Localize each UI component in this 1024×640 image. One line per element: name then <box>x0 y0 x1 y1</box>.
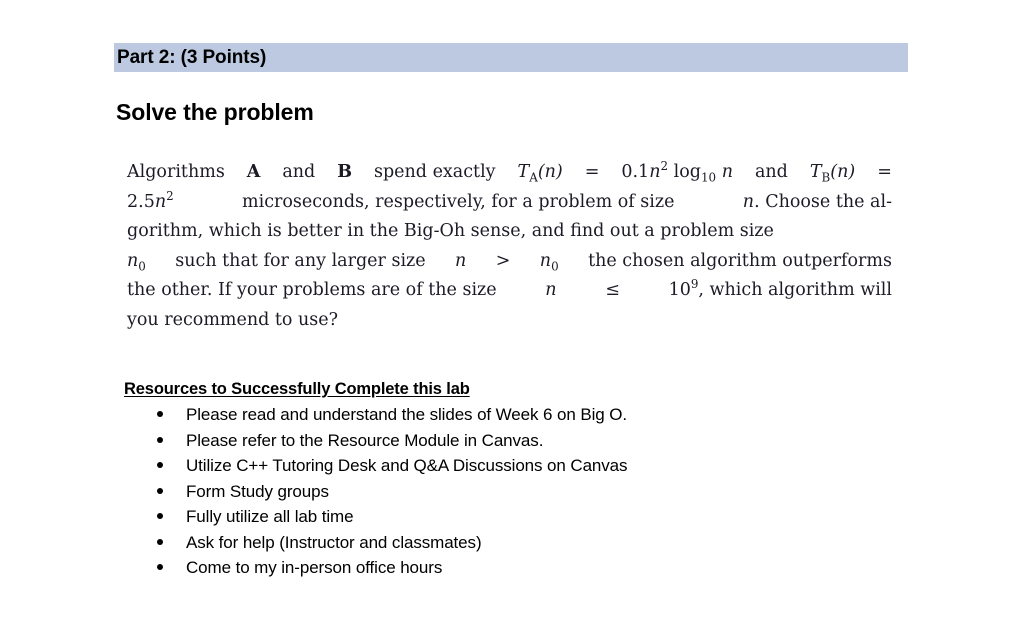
problem-line-2 <box>127 188 892 218</box>
symbol-T-b: T <box>809 162 822 182</box>
symbol-n: n <box>649 162 661 182</box>
log-argument-n: n <box>721 162 733 182</box>
symbol-T-a-arg: (n) <box>537 162 563 182</box>
bullet-icon <box>157 411 163 417</box>
problem-line-1-algo-a: A <box>246 162 261 182</box>
symbol-n-size: n <box>742 191 755 212</box>
list-item <box>152 453 912 479</box>
problem-line-4-n0 <box>127 247 146 277</box>
bullet-icon <box>157 437 163 443</box>
symbol-T-b-subscript: B <box>821 170 831 185</box>
bullet-icon <box>157 513 163 519</box>
problem-line-5-le: ≤ <box>605 280 620 300</box>
symbol-T-a: T <box>517 162 530 182</box>
list-item <box>152 555 912 581</box>
list-item-label: Please refer to the Resource Module in Canvas. <box>186 430 544 450</box>
page-title: Solve the problem <box>116 99 314 125</box>
exponent-2-b: 2 <box>166 188 174 203</box>
problem-line-2-text: microseconds, respectively, for a problem of size <box>242 191 675 212</box>
symbol-n-bound: n <box>545 280 557 300</box>
part-banner <box>114 43 908 72</box>
log-operator: log <box>673 162 701 182</box>
symbol-n0-b: n <box>539 250 552 271</box>
problem-statement <box>127 158 892 335</box>
problem-line-5-bound <box>669 276 892 306</box>
exponent-2: 2 <box>660 159 669 174</box>
problem-line-1-word-3: spend exactly <box>374 162 496 182</box>
value-10: 10 <box>668 280 691 300</box>
problem-line-1-word-1: Algorithms <box>127 162 225 182</box>
symbol-T-b-arg: (n) <box>830 162 856 182</box>
resources-list <box>152 402 912 581</box>
problem-line-2-tb-expr <box>127 188 174 218</box>
problem-line-4-n0b <box>540 247 559 277</box>
problem-line-6-text: you recommend to use? <box>127 309 339 330</box>
problem-line-1-algo-b: B <box>337 162 353 182</box>
bullet-icon <box>157 564 163 570</box>
problem-line-4 <box>127 247 892 277</box>
exponent-9: 9 <box>690 277 699 292</box>
problem-line-1-ta-expr <box>621 158 733 188</box>
symbol-n0: n <box>127 250 139 271</box>
log-base-10: 10 <box>700 170 717 185</box>
list-item-label: Fully utilize all lab time <box>186 507 354 526</box>
problem-line-5-text: the other. If your problems are of the size <box>127 280 497 300</box>
list-item <box>152 530 912 556</box>
symbol-n0-b-subscript: 0 <box>551 259 559 273</box>
problem-line-2-tail <box>743 188 892 218</box>
problem-line-3 <box>127 217 892 247</box>
list-item <box>152 479 912 505</box>
symbol-T-a-subscript: A <box>529 170 538 185</box>
problem-line-3-text: gorithm, which is better in the Big-Oh sense, and find out a problem size <box>127 221 774 241</box>
coefficient-0-1: 0.1 <box>621 162 650 182</box>
symbol-n-larger: n <box>455 250 467 271</box>
problem-line-1-equals-2: = <box>877 162 892 182</box>
problem-line-5 <box>127 276 892 306</box>
resources-heading: Resources to Successfully Complete this lab <box>124 380 470 398</box>
list-item-label: Come to my in-person office hours <box>186 558 443 577</box>
list-item <box>152 504 912 530</box>
problem-line-6 <box>127 306 892 336</box>
part-banner-label: Part 2: (3 Points) <box>117 47 267 68</box>
problem-line-1-and: and <box>754 162 788 182</box>
list-item-label: Ask for help (Instructor and classmates) <box>186 532 482 552</box>
list-item-label: Form Study groups <box>186 481 329 501</box>
problem-line-4-tail: the chosen algorithm outperforms <box>588 250 892 271</box>
bullet-icon <box>157 462 163 468</box>
list-item-label: Utilize C++ Tutoring Desk and Q&A Discussions on Canvas <box>186 456 628 475</box>
problem-line-1-word-2: and <box>282 162 316 182</box>
problem-line-5-tail-text: , which algorithm will <box>698 280 892 300</box>
bullet-icon <box>157 488 163 494</box>
coefficient-2-5: 2.5 <box>127 191 155 212</box>
bullet-icon <box>157 539 163 545</box>
problem-line-1-tb-term <box>810 158 855 188</box>
list-item <box>152 402 912 428</box>
problem-line-1-equals: = <box>584 162 600 182</box>
symbol-n-2: n <box>154 191 167 212</box>
problem-line-1 <box>127 158 892 188</box>
problem-line-4-text: such that for any larger size <box>175 250 426 271</box>
list-item-label: Please read and understand the slides of Week 6 on Big O. <box>186 405 627 424</box>
symbol-n0-subscript: 0 <box>138 259 146 273</box>
problem-line-4-gt: > <box>495 250 511 271</box>
list-item <box>152 428 912 454</box>
problem-line-1-ta-term <box>518 158 563 188</box>
problem-line-2-tail-text: . Choose the al- <box>754 191 892 212</box>
